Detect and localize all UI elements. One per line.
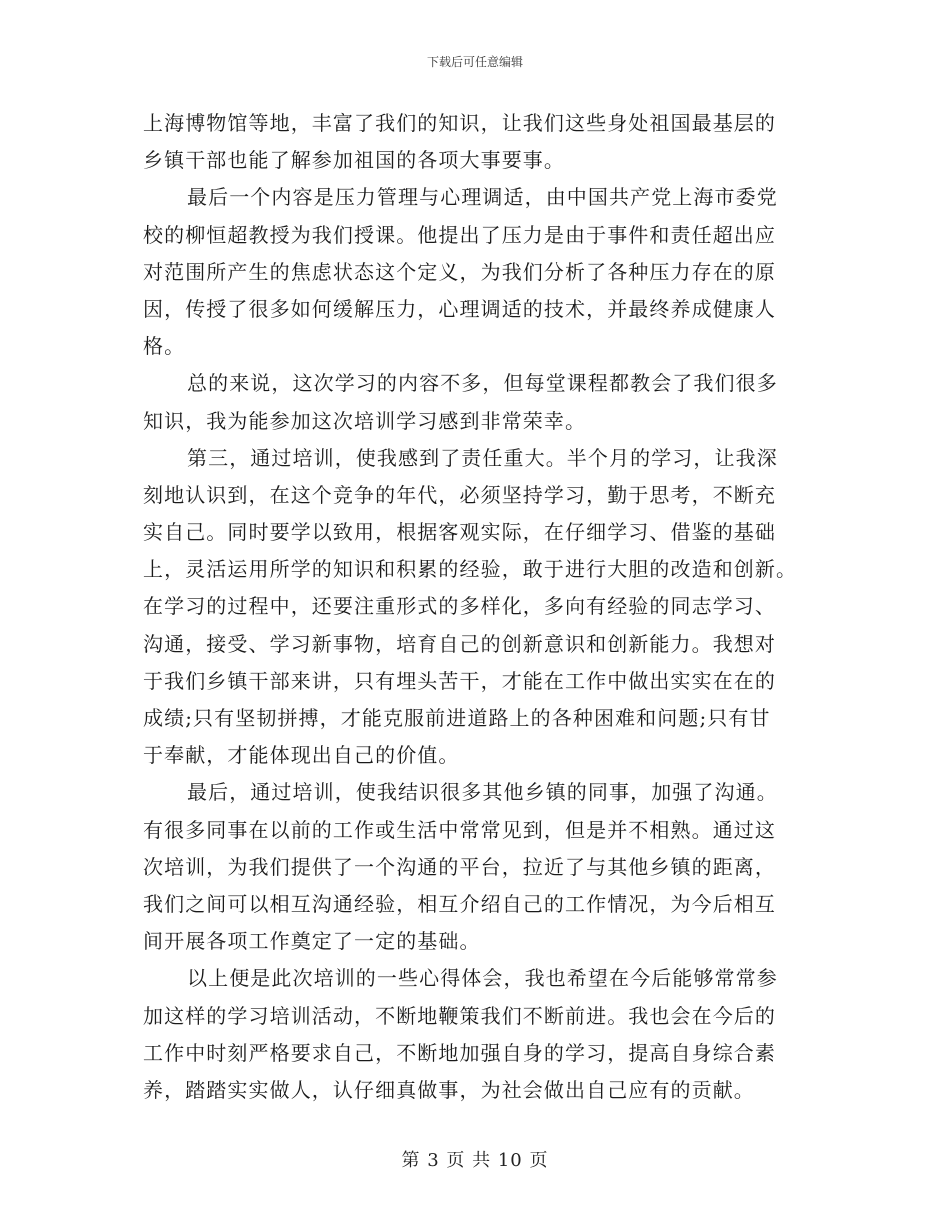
text-line: 上，灵活运用所学的知识和积累的经验，敢于进行大胆的改造和创新。	[143, 557, 798, 582]
text-line: 在学习的过程中，还要注重形式的多样化，多向有经验的同志学习、	[143, 594, 776, 619]
text-line: 最后，通过培训，使我结识很多其他乡镇的同事，加强了沟通。	[187, 780, 778, 805]
text-line: 刻地认识到，在这个竞争的年代，必须坚持学习，勤于思考，不断充	[143, 482, 776, 507]
text-line: 最后一个内容是压力管理与心理调适，由中国共产党上海市委党	[187, 185, 778, 210]
text-line: 乡镇干部也能了解参加祖国的各项大事要事。	[143, 148, 565, 173]
text-line: 对范围所产生的焦虑状态这个定义，为我们分析了各种压力存在的原	[143, 259, 776, 284]
page-header: 下载后可任意编辑	[426, 55, 523, 69]
page-footer: 第 3 页 共 10 页	[401, 1150, 549, 1171]
text-line: 成绩;只有坚韧拼搏，才能克服前进道路上的各种困难和问题;只有甘	[143, 706, 771, 730]
text-line: 上海博物馆等地，丰富了我们的知识，让我们这些身处祖国最基层的	[143, 111, 776, 135]
text-line: 知识，我为能参加这次培训学习感到非常荣幸。	[143, 408, 587, 433]
text-line: 沟通，接受、学习新事物，培育自己的创新意识和创新能力。我想对	[143, 631, 776, 656]
text-line: 间开展各项工作奠定了一定的基础。	[143, 929, 481, 954]
text-line: 养，踏踏实实做人，认仔细真做事，为社会做出自己应有的贡献。	[143, 1077, 755, 1102]
text-line: 以上便是此次培训的一些心得体会，我也希望在今后能够常常参	[187, 966, 778, 991]
body-text	[143, 105, 807, 1109]
text-line: 校的柳恒超教授为我们授课。他提出了压力是由于事件和责任超出应	[143, 222, 776, 247]
text-line: 总的来说，这次学习的内容不多，但每堂课程都教会了我们很多	[187, 371, 778, 396]
text-line: 实自己。同时要学以致用，根据客观实际，在仔细学习、借鉴的基础	[143, 520, 776, 545]
text-line: 于奉献，才能体现出自己的价值。	[143, 743, 460, 768]
text-line: 因，传授了很多如何缓解压力，心理调适的技术，并最终养成健康人	[143, 296, 776, 321]
text-line: 工作中时刻严格要求自己，不断地加强自身的学习，提高自身综合素	[143, 1040, 776, 1065]
text-line: 格。	[143, 334, 186, 359]
text-line: 第三，通过培训，使我感到了责任重大。半个月的学习，让我深	[187, 445, 778, 470]
text-line: 有很多同事在以前的工作或生活中常常见到，但是并不相熟。通过这	[143, 817, 776, 842]
text-line: 于我们乡镇干部来讲，只有埋头苦干，才能在工作中做出实实在在的	[143, 668, 776, 693]
text-line: 加这样的学习培训活动，不断地鞭策我们不断前进。我也会在今后的	[143, 1003, 776, 1028]
text-line: 我们之间可以相互沟通经验，相互介绍自己的工作情况，为今后相互	[143, 891, 776, 916]
text-line: 次培训，为我们提供了一个沟通的平台，拉近了与其他乡镇的距离，	[143, 854, 776, 879]
